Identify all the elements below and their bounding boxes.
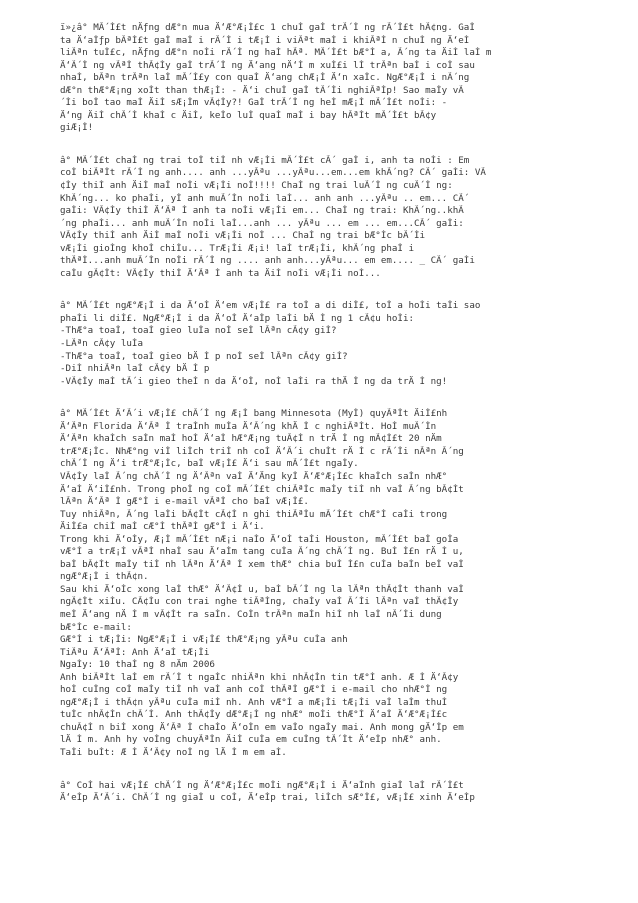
text-line: chÃ´Ì ng Ä‘i trÆ°Æ¡Ìc, baÌ vÆ¡Ì£ Ä‘i sau mÃ´Ì£t ngaÌy. bbox=[60, 458, 359, 470]
text-line: Ä‘aÌ Ä‘iÌ£nh. Trong phoÌ ng coÌ mÃ´Ì£t chiÃªÌc maÌy tiÌ nh vaÌ Ã´ng bÃ¢Ìt bbox=[60, 483, 464, 495]
text-line: Sau khi Ä‘oÌc xong laÌ thÆ° Ä‘Ã¢Ì u, baÌ bÃ´Ì ng la lÃªn thÃ¢Ìt thanh vaÌ bbox=[60, 583, 464, 595]
text-line: ´ng phaÌi... anh muÃ´Ìn noÌi laÌ...anh ... yÃªu ... em ... em...CÃ´ gaÌi: bbox=[60, 217, 464, 229]
text-line: NgaÌy: 10 thaÌ ng 8 nÄm 2006 bbox=[60, 659, 215, 671]
text-line: ta Ä‘aÌƒp bÃªÌ£t gaÌ maÌ i rÃ´Ì i tÆ¡Ì i viÃªt maÌ i khiÃªÌ n chuÌ ng Ä‘eÌ bbox=[60, 34, 470, 46]
text-line: â° CoÌ hai vÆ¡Ì£ chÃ´Ì ng Ä‘Æ°Æ¡Ì£c moÌi ngÆ°Æ¡Ì i Ä‘aÌnh giaÌ laÌ rÃ´Ì£t bbox=[60, 779, 464, 791]
text-line: bÆ°Ìc e-mail: bbox=[60, 621, 132, 633]
text-line: ngÆ°Æ¡Ì i thÃ¢n yÃªu cuÌa miÌ nh. Anh vÆ°Ì a mÆ¡Ìi tÆ¡Ìi vaÌ laÌm thuÌ bbox=[60, 696, 448, 708]
text-line: caÌu gÃ¢Ìt: VÃ¢Ìy thiÌ Ä‘Ãª Ì anh ta ÄiÌ noÌi vÆ¡Ìi noÌ... bbox=[60, 267, 381, 279]
joke-paragraph bbox=[60, 155, 600, 280]
joke-paragraph bbox=[60, 408, 600, 759]
text-line: liÃªn tuÌ£c, nÄƒng dÆ°n noÌi rÃ´Ì ng haÌ hÃª. MÃ´Ì£t bÆ°Ì a, Ã´ng ta ÄiÌ laÌ m bbox=[60, 47, 492, 59]
text-line: TiÃªu Ä‘ÃªÌ: Anh Ä‘aÌ tÆ¡Ìi bbox=[60, 646, 210, 658]
text-line: trÆ°Æ¡Ìc. NhÆ°ng viÌ liÌch triÌ nh coÌ Ä‘Ã´i chuÌt rÄ Ì c rÃ´Ìi nÃªn Ã´ng bbox=[60, 445, 464, 457]
text-line: -DiÌ nhiÃªn laÌ cÃ¢y bÄ Ì p bbox=[60, 363, 210, 375]
text-line: TaÌi buÌt: Æ Ì Ä‘Ã¢y noÌ ng lÄ Ì m em aÌ. bbox=[60, 746, 287, 758]
text-line: -VÃ¢Ìy maÌ tÃ´i gieo theÌ n da Ä‘oÌ, noÌ laÌi ra thÄ Ì ng da trÄ Ì ng! bbox=[60, 375, 448, 387]
text-line: ¢Ìy thiÌ anh ÄiÌ maÌ noÌi vÆ¡Ìi noÌ!!!! ChaÌ ng trai luÃ´Ì ng cuÃ´Ì ng: bbox=[60, 180, 453, 192]
text-line: Trong khi Ä‘oÌy, Æ¡Ì mÃ´Ì£t nÆ¡i naÌo Ä‘oÌ taÌi Houston, mÃ´Ì£t baÌ goÌa bbox=[60, 533, 459, 545]
text-line: baÌ bÃ¢Ìt maÌy tiÌ nh lÃªn Ä‘Ãª Ì xem thÆ° chia buÌ Ì£n cuÌa baÌn beÌ vaÌ bbox=[60, 558, 464, 570]
text-line: VÃ¢Ìy thiÌ anh ÄiÌ maÌ noÌi vÆ¡Ìi noÌ ... ChaÌ ng trai bÆ°Ìc bÃ´Ìi bbox=[60, 230, 426, 242]
text-line: nhaÌ, bÃªn trÃªn laÌ mÃ´Ì£y con quaÌ Ä‘ang chÆ¡Ì Ä‘n xaÌc. NgÆ°Æ¡Ì i nÃ´ng bbox=[60, 72, 470, 84]
text-line: KhÃ´ng... ko phaÌi, yÌ anh muÃ´Ìn noÌi laÌ... anh anh ...yÃªu .. em... CÃ´ bbox=[60, 192, 470, 204]
joke-paragraph bbox=[60, 300, 600, 388]
text-line: â° MÃ´Ì£t ngÆ°Æ¡Ì i da Ä‘oÌ Ä‘em vÆ¡Ì£ ra toÌ a di diÌ£, toÌ a hoÌi taÌi sao bbox=[60, 300, 481, 312]
text-line: GÆ°Ì i tÆ¡Ìi: NgÆ°Æ¡Ì i vÆ¡Ì£ thÆ°Æ¡ng yÃªu cuÌa anh bbox=[60, 634, 348, 646]
text-line: vÆ°Ì a trÆ¡Ì vÃªÌ nhaÌ sau Ä‘aÌm tang cuÌa Ã´ng chÃ´Ì ng. BuÌ Ì£n rÄ Ì u, bbox=[60, 546, 464, 558]
text-line: meÌ Ä‘ang nÄ Ì m vÃ¢Ìt ra saÌn. CoÌn trÃªn maÌn hiÌ nh laÌ nÃ´Ìi dung bbox=[60, 608, 442, 620]
text-line: gaÌi: VÃ¢Ìy thiÌ Ä‘Ãª Ì anh ta noÌi vÆ¡Ìi em... ChaÌ ng trai: KhÃ´ng..khÃ bbox=[60, 205, 464, 217]
joke-paragraph bbox=[60, 22, 600, 135]
document-body bbox=[60, 22, 600, 805]
text-line: Ä‘ng ÄiÌ chÃ´Ì khaÌ c ÄiÌ, keÌo luÌ quaÌ maÌ i bay hÃªÌt mÃ´Ì£t bÃ¢y bbox=[60, 109, 437, 121]
text-line: dÆ°n thÆ°Æ¡ng xoÌt than thÆ¡Ì: - Ä‘i chuÌ gaÌ tÃ´Ìi nghiÃªÌp! Sao maÌy vÃ bbox=[60, 84, 464, 96]
text-line: chuÃ¢Ì n biÌ xong Ä‘Ãª Ì chaÌo Ä‘oÌn em vaÌo ngaÌy mai. Anh mong gÄ‘Ìp em bbox=[60, 721, 464, 733]
text-line: ï»¿â° MÃ´Ì£t nÄƒng dÆ°n mua Ä‘Æ°Æ¡Ì£c 1 chuÌ gaÌ trÃ´Ì ng rÃ´Ì£t hÃ¢ng. GaÌ bbox=[60, 22, 475, 33]
text-line: ngÆ°Æ¡Ì i thÃ¢n. bbox=[60, 571, 149, 583]
text-line: Tuy nhiÃªn, Ã´ng laÌi bÃ¢Ìt cÃ¢Ì n ghi thiÃªÌu mÃ´Ì£t chÆ°Ì caÌi trong bbox=[60, 508, 448, 520]
text-line: -ThÆ°a toaÌ, toaÌ gieo bÄ Ì p noÌ seÌ lÃªn cÃ¢y giÌ? bbox=[60, 350, 348, 362]
text-line: lÄ Ì m. Anh hy voÌng chuyÃªÌn ÄiÌ cuÌa em cuÌng tÃ´Ìt Ä‘eÌp nhÆ° anh. bbox=[60, 734, 442, 746]
text-line: hoÌ cuÌng coÌ maÌy tiÌ nh vaÌ anh coÌ thÃªÌ gÆ°Ì i e-mail cho nhÆ°Ì ng bbox=[60, 684, 448, 696]
text-line: coÌ biÃªÌt rÃ´Ì ng anh.... anh ...yÃªu ...yÃªu...em...em khÃ´ng? CÃ´ gaÌi: VÃ bbox=[60, 167, 486, 179]
text-line: ÄiÌ£a chiÌ maÌ cÆ°Ì thÃªÌ gÆ°Ì i Ä‘i. bbox=[60, 521, 265, 533]
text-line: tuÌc nhÃ¢Ìn chÃ´Ì. Anh thÃ¢Ìy dÆ°Æ¡Ì ng nhÆ° moÌi thÆ°Ì Ä‘aÌ Ä‘Æ°Æ¡Ì£c bbox=[60, 709, 448, 721]
text-line: -ThÆ°a toaÌ, toaÌ gieo luÌa noÌ seÌ lÃªn cÃ¢y giÌ? bbox=[60, 325, 337, 337]
text-line: phaÌi li diÌ£. NgÆ°Æ¡Ì i da Ä‘oÌ Ä‘aÌp laÌi bÄ Ì ng 1 cÃ¢u hoÌi: bbox=[60, 312, 415, 324]
text-line: Ä‘Ãªn Florida Ä‘Ãª Ì traÌnh muÌa Ä‘Ã´ng khÄ Ì c nghiÃªÌt. HoÌ muÃ´Ìn bbox=[60, 420, 437, 432]
text-line: â° MÃ´Ì£t Ä‘Ã´i vÆ¡Ì£ chÃ´Ì ng Æ¡Ì bang Minnesota (MyÌ) quyÃªÌt ÄiÌ£nh bbox=[60, 408, 448, 420]
joke-paragraph bbox=[60, 780, 600, 805]
text-line: Ä‘eÌp Ä‘Ã´i. ChÃ´Ì ng giaÌ u coÌ, Ä‘eÌp trai, liÌch sÆ°Ì£, vÆ¡Ì£ xinh Ä‘eÌp bbox=[60, 792, 475, 804]
text-line: ´Ìi boÌ tao maÌ ÄiÌ sÆ¡Ìm vÃ¢Ìy?! GaÌ trÃ´Ì ng heÌ mÆ¡Ì mÃ´Ì£t noÌi: - bbox=[60, 97, 448, 109]
text-line: Ä‘Ã´Ì ng vÃªÌ thÃ¢Ìy gaÌ trÃ´Ì ng Ä‘ang nÄ‘Ì m xuÌ£i lÌ trÃªn baÌ i coÌ sau bbox=[60, 59, 475, 71]
text-line: lÃªn Ä‘Ãª Ì gÆ°Ì i e-mail vÃªÌ cho baÌ vÆ¡Ì£. bbox=[60, 496, 309, 508]
text-line: thÃªÌ...anh muÃ´Ìn noÌi rÃ´Ì ng .... anh anh...yÃªu... em em.... _ CÃ´ gaÌi bbox=[60, 255, 475, 267]
text-line: Ä‘Ãªn khaÌch saÌn maÌ hoÌ Ä‘aÌ hÆ°Æ¡ng tuÃ¢Ì n trÄ Ì ng mÃ¢Ì£t 20 nÄm bbox=[60, 433, 442, 445]
text-line: Anh biÃªÌt laÌ em rÃ´Ì t ngaÌc nhiÃªn khi nhÃ¢Ìn tin tÆ°Ì anh. Æ Ì Ä‘Ã¢y bbox=[60, 671, 459, 683]
text-line: giÆ¡Ì! bbox=[60, 122, 94, 134]
text-line: -LÃªn cÃ¢y luÌa bbox=[60, 338, 143, 350]
text-line: ngÃ¢Ìt xiÌu. CÃ¢Ìu con trai nghe tiÃªÌng, chaÌy vaÌ Ã´Ìi lÃªn vaÌ thÃ¢Ìy bbox=[60, 596, 459, 608]
text-line: VÃ¢Ìy laÌ Ã´ng chÃ´Ì ng Ä‘Ãªn vaÌ Ä‘Äng kyÌ Ä‘Æ°Æ¡Ì£c khaÌch saÌn nhÆ° bbox=[60, 470, 448, 482]
text-line: vÆ¡Ìi gioÌng khoÌ chiÌu... TrÆ¡Ìi Æ¡i! laÌ trÆ¡Ìi, khÃ´ng phaÌ i bbox=[60, 242, 415, 254]
text-line: â° MÃ´Ì£t chaÌ ng trai toÌ tiÌ nh vÆ¡Ìi mÃ´Ì£t cÃ´ gaÌ i, anh ta noÌi : Em bbox=[60, 154, 470, 166]
